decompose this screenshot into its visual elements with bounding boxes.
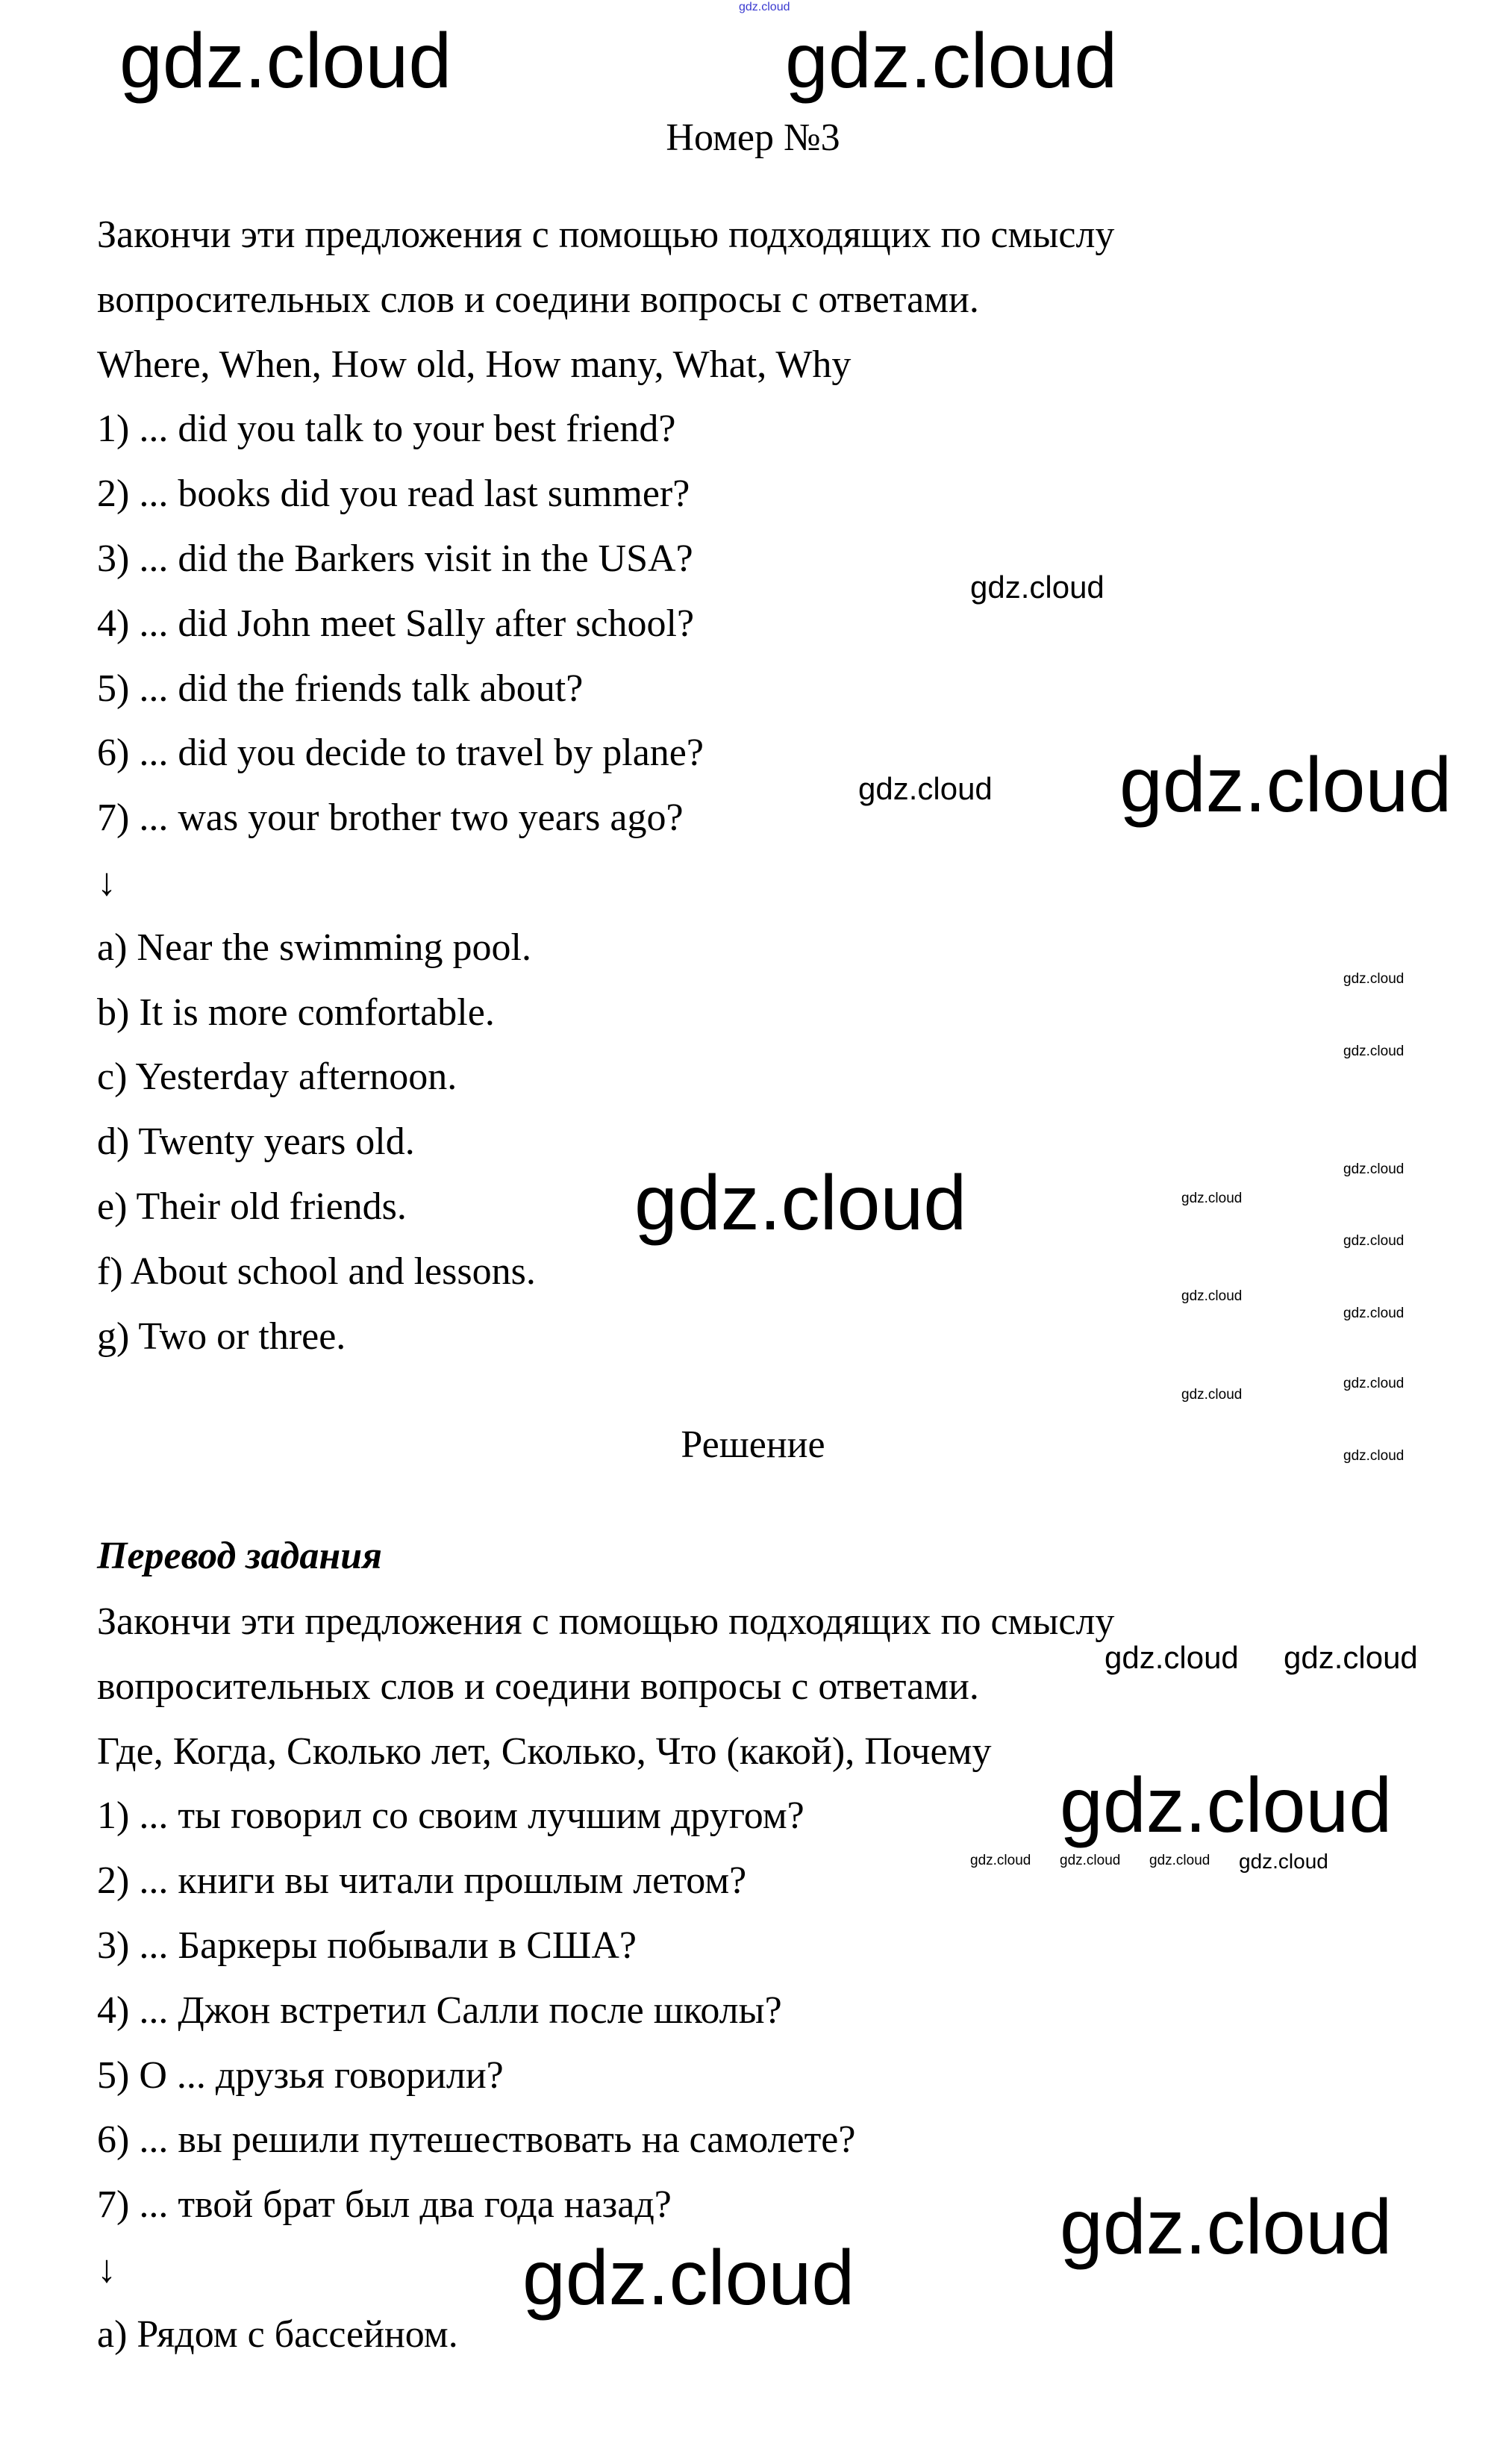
- question-words: Where, When, How old, How many, What, Why: [97, 343, 852, 386]
- watermark: gdz.cloud: [970, 1853, 1031, 1868]
- watermark: gdz.cloud: [1181, 1191, 1243, 1206]
- watermark: gdz.cloud: [1343, 1376, 1405, 1391]
- watermark: gdz.cloud: [1239, 1850, 1328, 1873]
- answer-item: e) Their old friends.: [97, 1185, 407, 1228]
- answer-item: c) Yesterday afternoon.: [97, 1055, 457, 1099]
- watermark: gdz.cloud: [1060, 1762, 1393, 1849]
- translation-item: 4) ... Джон встретил Салли после школы?: [97, 1989, 782, 2032]
- translation-item: 7) ... твой брат был два года назад?: [97, 2183, 672, 2227]
- answer-item: f) About school and lessons.: [97, 1250, 536, 1293]
- watermark: gdz.cloud: [785, 18, 1118, 105]
- answer-item: a) Near the swimming pool.: [97, 926, 531, 969]
- watermark: gdz.cloud: [1343, 1044, 1405, 1059]
- watermark: gdz.cloud: [119, 18, 452, 105]
- translation-instruction: вопросительных слов и соедини вопросы с ответами.: [97, 1665, 979, 1708]
- translation-answer: а) Рядом с бассейном.: [97, 2312, 458, 2356]
- translation-heading: Перевод задания: [97, 1535, 382, 1577]
- question-item: 3) ... did the Barkers visit in the USA?: [97, 537, 693, 580]
- down-arrow-icon: ↓: [97, 2248, 116, 2291]
- watermark: gdz.cloud: [1343, 1161, 1405, 1177]
- watermark: gdz.cloud: [970, 570, 1104, 605]
- watermark: gdz.cloud: [1343, 1306, 1405, 1321]
- watermark: gdz.cloud: [1060, 1853, 1121, 1868]
- translation-words: Где, Когда, Сколько лет, Сколько, Что (какой), Почему: [97, 1730, 992, 1773]
- question-item: 6) ... did you decide to travel by plane?: [97, 732, 704, 775]
- watermark: gdz.cloud: [522, 2235, 855, 2321]
- translation-item: 1) ... ты говорил со своим лучшим другом?: [97, 1794, 804, 1838]
- watermark: gdz.cloud: [1181, 1288, 1243, 1304]
- answer-item: d) Twenty years old.: [97, 1120, 415, 1164]
- watermark: gdz.cloud: [1119, 742, 1452, 829]
- watermark: gdz.cloud: [1149, 1853, 1210, 1868]
- task-instruction: вопросительных слов и соедини вопросы с ответами.: [97, 278, 979, 321]
- watermark: gdz.cloud: [1060, 2184, 1393, 2271]
- down-arrow-icon: ↓: [97, 861, 116, 904]
- watermark: gdz.cloud: [858, 771, 993, 806]
- page-title: Номер №3: [666, 116, 840, 159]
- translation-item: 6) ... вы решили путешествовать на самолете?: [97, 2118, 856, 2162]
- translation-item: 3) ... Баркеры побывали в США?: [97, 1924, 637, 1967]
- answer-item: b) It is more comfortable.: [97, 991, 495, 1034]
- watermark: gdz.cloud: [1104, 1640, 1239, 1675]
- watermark: gdz.cloud: [739, 1, 790, 13]
- watermark: gdz.cloud: [1343, 1233, 1405, 1249]
- watermark: gdz.cloud: [1181, 1387, 1243, 1403]
- question-item: 7) ... was your brother two years ago?: [97, 796, 684, 840]
- question-item: 2) ... books did you read last summer?: [97, 472, 690, 516]
- answer-item: g) Two or three.: [97, 1314, 346, 1358]
- question-item: 4) ... did John meet Sally after school?: [97, 602, 695, 645]
- translation-instruction: Закончи эти предложения с помощью подходящих по смыслу: [97, 1600, 1115, 1643]
- watermark: gdz.cloud: [1343, 971, 1405, 987]
- translation-item: 2) ... книги вы читали прошлым летом?: [97, 1859, 747, 1903]
- question-item: 5) ... did the friends talk about?: [97, 667, 584, 710]
- watermark: gdz.cloud: [1284, 1640, 1418, 1675]
- watermark: gdz.cloud: [1343, 1448, 1405, 1464]
- translation-item: 5) О ... друзья говорили?: [97, 2053, 504, 2097]
- solution-title: Решение: [681, 1423, 825, 1466]
- task-instruction: Закончи эти предложения с помощью подходящих по смыслу: [97, 213, 1115, 256]
- watermark: gdz.cloud: [634, 1160, 967, 1247]
- question-item: 1) ... did you talk to your best friend?: [97, 408, 676, 451]
